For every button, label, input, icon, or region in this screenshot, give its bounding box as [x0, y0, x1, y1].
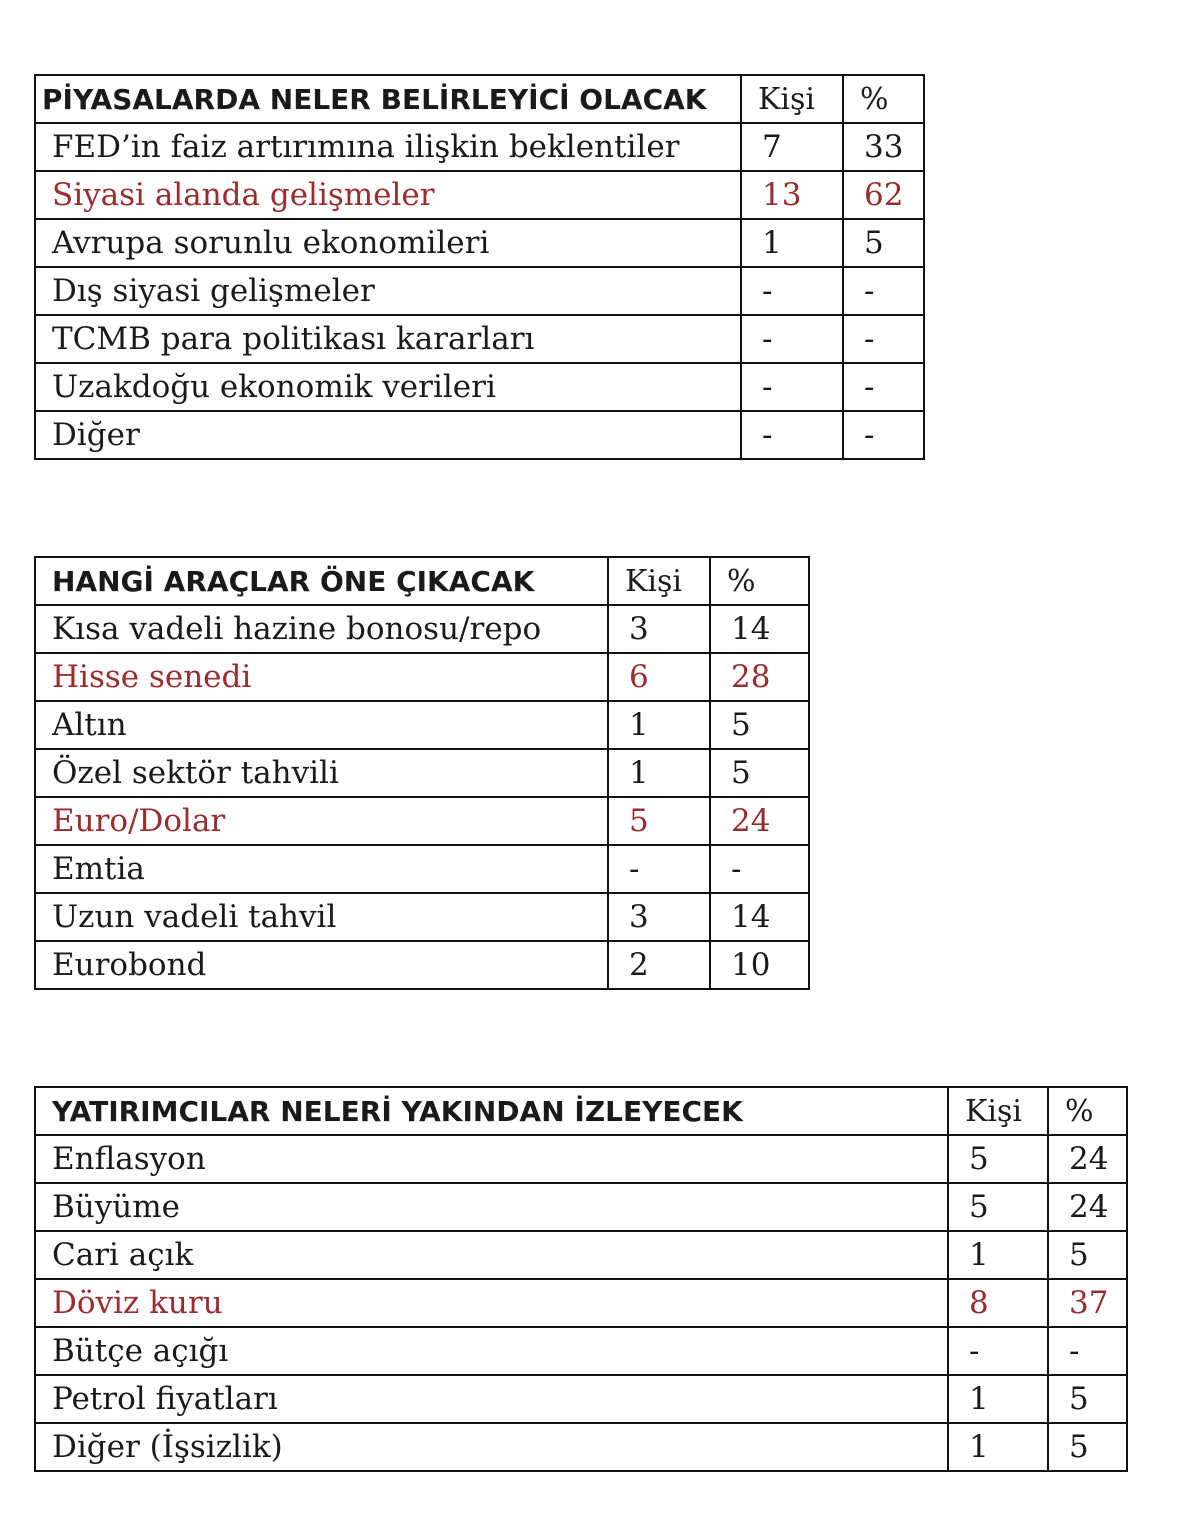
table-yatirimci-izleme	[34, 1086, 1128, 1472]
table-title: HANGİ ARAÇLAR ÖNE ÇIKACAK	[35, 557, 608, 605]
row-label: Siyasi alanda gelişmeler	[35, 171, 741, 219]
table-row	[35, 845, 809, 893]
table-row	[35, 315, 924, 363]
row-label: Bütçe açığı	[35, 1327, 948, 1375]
row-percent: -	[843, 363, 924, 411]
table-row	[35, 1279, 1127, 1327]
column-header-percent: %	[843, 75, 924, 123]
table-row	[35, 363, 924, 411]
header-row	[35, 1087, 1127, 1135]
row-label: Avrupa sorunlu ekonomileri	[35, 219, 741, 267]
column-header-count: Kişi	[741, 75, 843, 123]
table-row	[35, 1375, 1127, 1423]
row-label: Enflasyon	[35, 1135, 948, 1183]
table-row	[35, 411, 924, 459]
table-row	[35, 219, 924, 267]
row-label: Uzun vadeli tahvil	[35, 893, 608, 941]
row-label: Diğer (İşsizlik)	[35, 1423, 948, 1471]
table-row	[35, 797, 809, 845]
column-header-percent: %	[1048, 1087, 1127, 1135]
row-percent: 37	[1048, 1279, 1127, 1327]
row-label: Döviz kuru	[35, 1279, 948, 1327]
header-row	[35, 75, 924, 123]
row-label: TCMB para politikası kararları	[35, 315, 741, 363]
row-percent: 5	[710, 749, 809, 797]
column-header-percent: %	[710, 557, 809, 605]
row-count: -	[948, 1327, 1048, 1375]
row-label: Uzakdoğu ekonomik verileri	[35, 363, 741, 411]
row-percent: -	[843, 315, 924, 363]
row-count: 1	[608, 749, 710, 797]
table-row	[35, 267, 924, 315]
row-percent: -	[710, 845, 809, 893]
table-row	[35, 1327, 1127, 1375]
row-label: Eurobond	[35, 941, 608, 989]
table-one-cikan-araclar	[34, 556, 810, 990]
row-count: -	[608, 845, 710, 893]
row-count: 5	[608, 797, 710, 845]
row-count: 6	[608, 653, 710, 701]
table-title: YATIRIMCILAR NELERİ YAKINDAN İZLEYECEK	[35, 1087, 948, 1135]
row-count: -	[741, 315, 843, 363]
table-row	[35, 1183, 1127, 1231]
row-label: FED’in faiz artırımına ilişkin beklentiler	[35, 123, 741, 171]
header-row	[35, 557, 809, 605]
row-label: Kısa vadeli hazine bonosu/repo	[35, 605, 608, 653]
row-label: Emtia	[35, 845, 608, 893]
table-row	[35, 893, 809, 941]
row-percent: 14	[710, 605, 809, 653]
table-row	[35, 1135, 1127, 1183]
row-percent: -	[1048, 1327, 1127, 1375]
row-label: Dış siyasi gelişmeler	[35, 267, 741, 315]
row-label: Cari açık	[35, 1231, 948, 1279]
row-count: 7	[741, 123, 843, 171]
table-row	[35, 701, 809, 749]
table-row	[35, 123, 924, 171]
row-label: Özel sektör tahvili	[35, 749, 608, 797]
row-label: Altın	[35, 701, 608, 749]
row-count: 5	[948, 1183, 1048, 1231]
row-percent: 24	[710, 797, 809, 845]
row-count: 5	[948, 1135, 1048, 1183]
column-header-count: Kişi	[608, 557, 710, 605]
row-count: -	[741, 267, 843, 315]
row-percent: 24	[1048, 1135, 1127, 1183]
row-count: -	[741, 363, 843, 411]
row-percent: 5	[843, 219, 924, 267]
row-percent: 5	[1048, 1375, 1127, 1423]
table-piyasa-belirleyiciler	[34, 74, 925, 460]
row-label: Büyüme	[35, 1183, 948, 1231]
row-count: -	[741, 411, 843, 459]
row-percent: 5	[1048, 1231, 1127, 1279]
row-label: Hisse senedi	[35, 653, 608, 701]
table-title: PİYASALARDA NELER BELİRLEYİCİ OLACAK	[35, 75, 741, 123]
column-header-count: Kişi	[948, 1087, 1048, 1135]
row-count: 1	[948, 1231, 1048, 1279]
row-percent: 62	[843, 171, 924, 219]
row-count: 1	[741, 219, 843, 267]
row-percent: 28	[710, 653, 809, 701]
table-row	[35, 605, 809, 653]
row-count: 13	[741, 171, 843, 219]
row-percent: 10	[710, 941, 809, 989]
table-row	[35, 171, 924, 219]
row-percent: 33	[843, 123, 924, 171]
row-percent: 24	[1048, 1183, 1127, 1231]
row-percent: -	[843, 267, 924, 315]
row-label: Euro/Dolar	[35, 797, 608, 845]
row-count: 2	[608, 941, 710, 989]
row-count: 3	[608, 605, 710, 653]
table-row	[35, 1231, 1127, 1279]
row-percent: -	[843, 411, 924, 459]
row-percent: 5	[1048, 1423, 1127, 1471]
table-row	[35, 941, 809, 989]
row-count: 1	[608, 701, 710, 749]
row-count: 1	[948, 1375, 1048, 1423]
table-row	[35, 653, 809, 701]
row-count: 8	[948, 1279, 1048, 1327]
row-count: 1	[948, 1423, 1048, 1471]
row-count: 3	[608, 893, 710, 941]
table-row	[35, 749, 809, 797]
table-row	[35, 1423, 1127, 1471]
row-label: Petrol fiyatları	[35, 1375, 948, 1423]
row-percent: 5	[710, 701, 809, 749]
row-percent: 14	[710, 893, 809, 941]
row-label: Diğer	[35, 411, 741, 459]
